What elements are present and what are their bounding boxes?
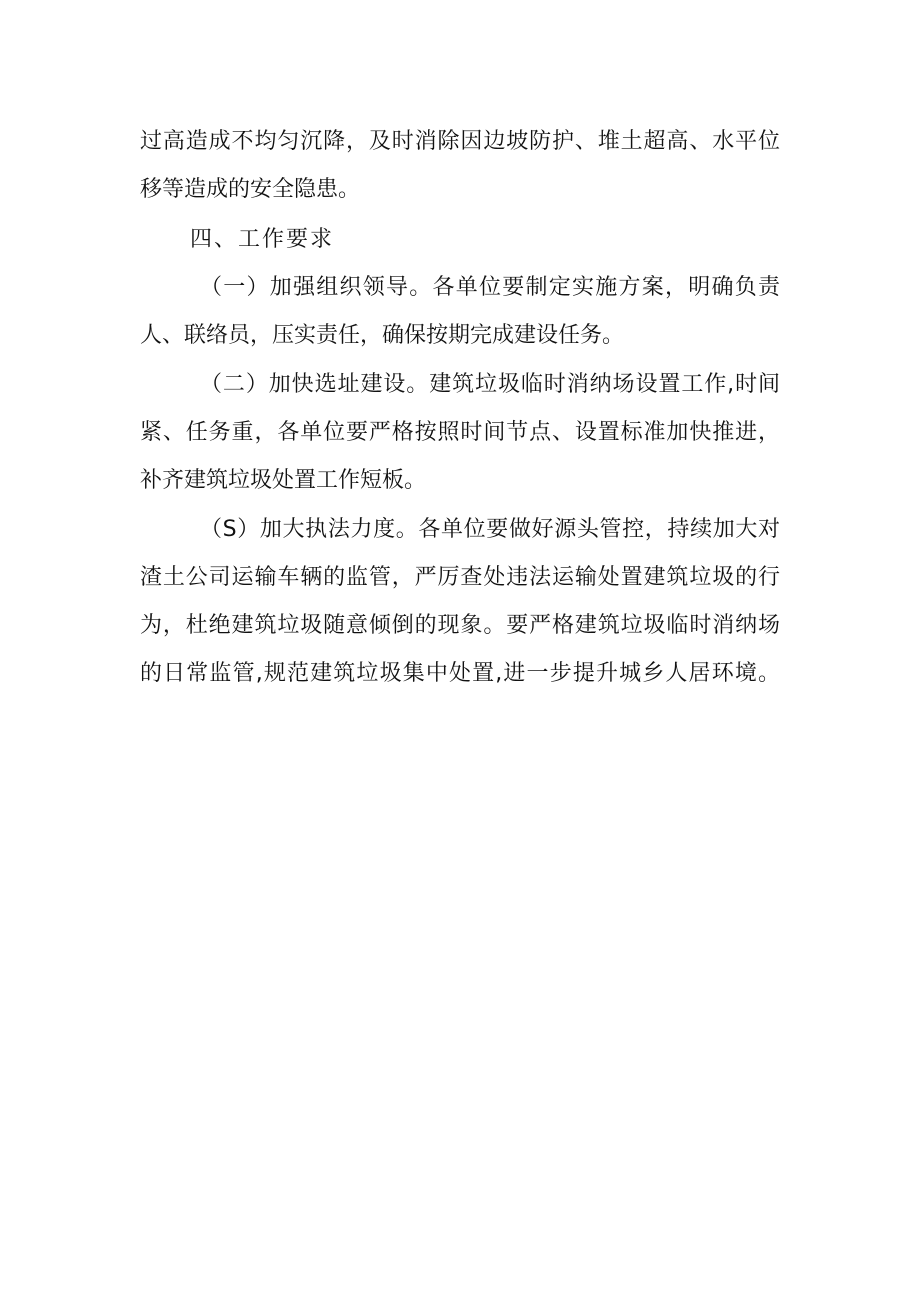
paragraph-line: （二）加快选址建设。建筑垃圾临时消纳场设置工作,时间 (200, 372, 780, 397)
paragraph-line: 渣土公司运输车辆的监管，严厉查处违法运输处置建筑垃圾的行 (140, 565, 780, 590)
paragraph-line: 的日常监管,规范建筑垃圾集中处置,进一步提升城乡人居环境。 (140, 661, 780, 686)
section-heading: 四、工作要求 (190, 227, 335, 252)
paragraph-line: 为，杜绝建筑垃圾随意倾倒的现象。要严格建筑垃圾临时消纳场 (140, 613, 780, 638)
paragraph-line: 移等造成的安全隐患。 (140, 177, 361, 202)
paragraph-line: （S）加大执法力度。各单位要做好源头管控，持续加大对 (200, 517, 780, 542)
paragraph-line: （一）加强组织领导。各单位要制定实施方案，明确负责 (200, 275, 780, 300)
paragraph-line: 人、联络员，压实责任，确保按期完成建设任务。 (140, 323, 625, 348)
paragraph-line: 过高造成不均匀沉降，及时消除因边坡防护、堆土超高、水平位 (140, 129, 780, 154)
paragraph-line: 补齐建筑垃圾处置工作短板。 (140, 468, 427, 493)
paragraph-line: 紧、任务重，各单位要严格按照时间节点、设置标准加快推进， (140, 420, 780, 445)
